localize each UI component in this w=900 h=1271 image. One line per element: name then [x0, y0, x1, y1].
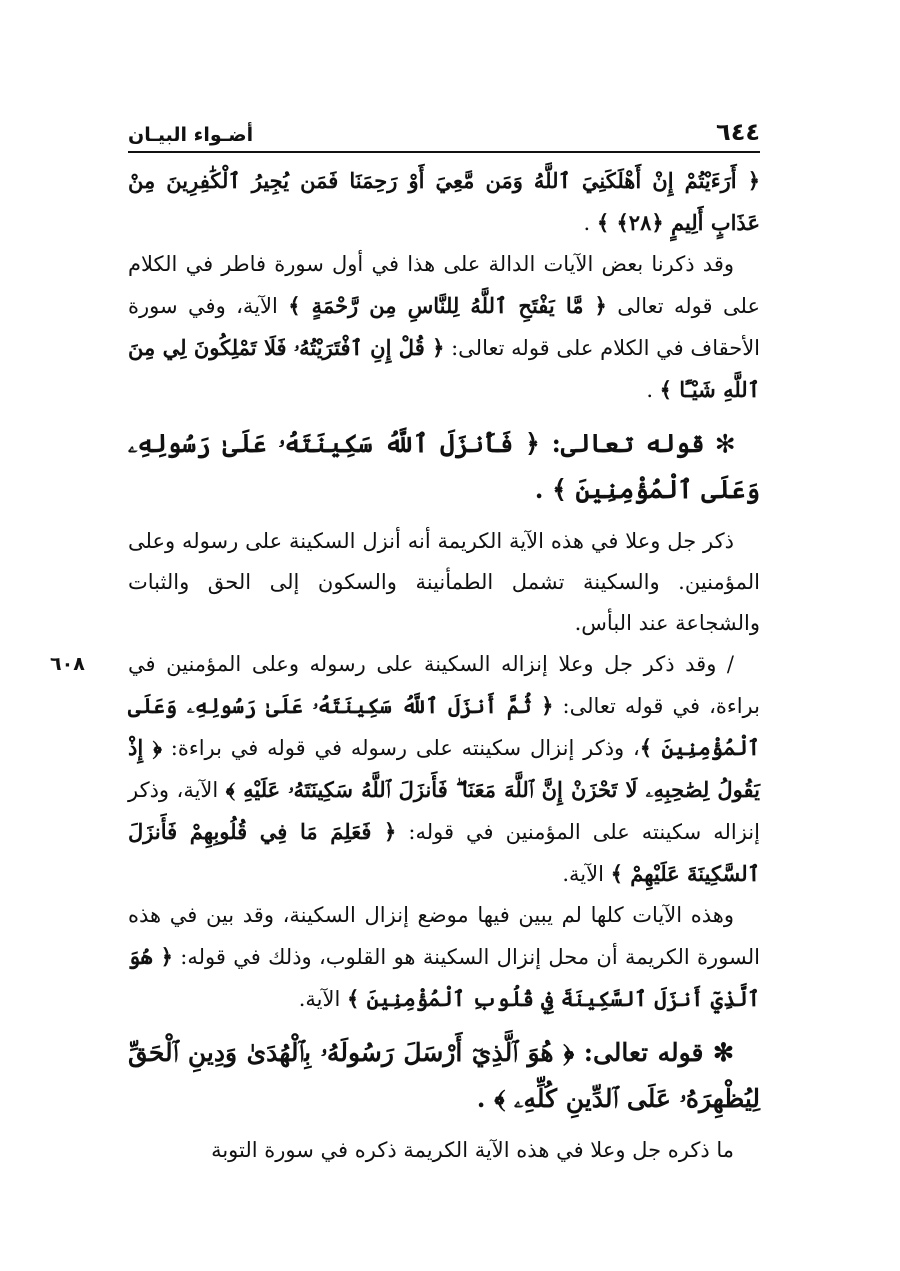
section-heading	[128, 1030, 760, 1122]
paragraph-text: الآية، وفي سورة الأحقاف في الكلام على قوله تعالى:	[128, 294, 761, 360]
paragraph-text: الآية.	[298, 987, 347, 1011]
paragraph-text: .	[583, 211, 597, 235]
paragraph-text: وهذه الآيات كلها لم يبين فيها موضع إنزال السكينة، وقد بين في هذه السورة الكريمة أن محل إنزال السكينة هو القلوب، وذلك في قوله:	[128, 903, 760, 969]
paragraph-hearts	[128, 895, 760, 1020]
book-page	[50, 0, 761, 1271]
heading-label: قوله تعالى:	[539, 429, 717, 458]
header-rule	[128, 151, 760, 153]
paragraph-text: الآية، وذكر إنزاله سكينته على المؤمنين في قوله:	[128, 778, 760, 844]
paragraph-references	[128, 244, 760, 411]
asterisk-ornament-icon: ✻	[713, 1038, 734, 1067]
quran-verse: ﴿ فَعَلِمَ مَا فِي قُلُوبِهِمْ فَأَنزَلَ ٱلسَّكِينَةَ عَلَيْهِمْ ﴾	[128, 819, 760, 886]
page-body	[50, 160, 761, 1171]
paragraph-text: / وقد ذكر جل وعلا إنزاله السكينة على رسوله وعلى المؤمنين في براءة، في قوله تعالى:	[128, 652, 760, 718]
paragraph-text: وقد ذكرنا بعض الآيات الدالة على هذا في أول سورة فاطر في الكلام على قوله تعالى	[128, 252, 760, 318]
quran-verse: ﴿ هُوَ ٱلَّذِيٓ أَنزَلَ ٱلسَّكِينَةَ فِي قُلُوبِ ٱلْمُؤْمِنِينَ ﴾	[128, 944, 760, 1011]
paragraph-text: .	[534, 475, 553, 504]
paragraph-explanation	[128, 521, 760, 644]
paragraph-tawbah	[128, 1130, 760, 1171]
quran-verse: ﴿ مَّا يَفْتَحِ ٱللَّهُ لِلنَّاسِ مِن رَّحْمَةٍ ﴾	[288, 293, 607, 318]
paragraph-text: .	[476, 1084, 495, 1113]
original-page-marker: ٦٠٨	[50, 653, 85, 675]
paragraph-text: ما ذكره جل وعلا في هذه الآية الكريمة ذكره في سورة التوبة	[211, 1138, 734, 1162]
heading-label: قوله تعالى:	[574, 1038, 714, 1067]
paragraph-text: ذكر جل وعلا في هذه الآية الكريمة أنه أنزل السكينة على رسوله وعلى المؤمنين. والسكينة تشمل الطمأنينة والسكون إلى الحق والثبات والشجاعة عند البأس.	[128, 529, 760, 635]
running-header	[128, 112, 760, 146]
page-number: ٦٤٤	[716, 118, 760, 146]
section-heading	[128, 421, 760, 513]
quran-verse: ﴿ قُلْ إِنِ ٱفْتَرَيْتُهُۥ فَلَا تَمْلِكُونَ لِي مِنَ ٱللَّهِ شَيْـًٔا ﴾	[128, 335, 760, 402]
paragraph-bara-references	[50, 644, 760, 895]
asterisk-ornament-icon: ✻	[716, 429, 734, 458]
quran-verse: ﴿ أَرَءَيْتُمْ إِنْ أَهْلَكَنِيَ ٱللَّهُ وَمَن مَّعِيَ أَوْ رَحِمَنَا فَمَن يُجِيرُ ٱلْكَٰفِرِينَ مِنْ عَذَابٍ أَلِيمٍ ﴿٢٨﴾ ﴾	[128, 168, 760, 235]
quran-verse: ﴿ ثُمَّ أَنزَلَ ٱللَّهُ سَكِينَتَهُۥ عَلَىٰ رَسُولِهِۦ وَعَلَى ٱلْمُؤْمِنِينَ ﴾	[128, 693, 760, 760]
paragraph-text: .	[646, 378, 660, 402]
paragraph-text: الآية.	[562, 862, 611, 886]
paragraph-text: ، وذكر إنزال سكينته على رسوله في قوله في براءة:	[161, 736, 640, 760]
quran-verse: ﴿ إِذْ يَقُولُ لِصَٰحِبِهِۦ لَا تَحْزَنْ إِنَّ ٱللَّهَ مَعَنَا ۖ فَأَنزَلَ ٱللَّهُ سَكِينَتَهُۥ عَلَيْهِ ﴾	[128, 735, 760, 802]
paragraph-verse-continuation	[128, 160, 760, 244]
quran-verse: ﴿ فَأَنزَلَ ٱللَّهُ سَكِينَتَهُۥ عَلَىٰ رَسُولِهِۦ وَعَلَى ٱلْمُؤْمِنِينَ ﴾	[128, 429, 760, 504]
quran-verse: ﴿ هُوَ ٱلَّذِيٓ أَرْسَلَ رَسُولَهُۥ بِٱلْهُدَىٰ وَدِينِ ٱلْحَقِّ لِيُظْهِرَهُۥ عَلَى ٱلدِّينِ كُلِّهِۦ ﴾	[128, 1038, 760, 1113]
book-title: أضـواء البيـان	[128, 124, 254, 146]
